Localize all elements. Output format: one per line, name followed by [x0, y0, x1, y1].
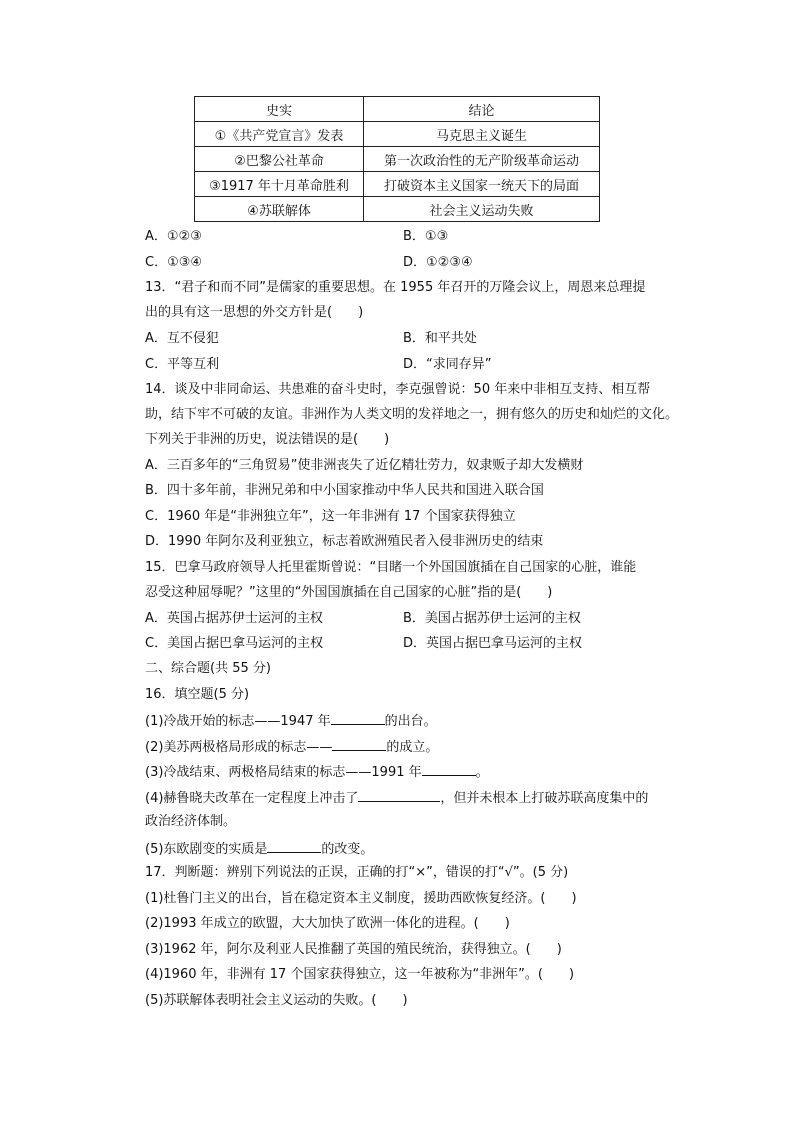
fill-item-text: 。 — [475, 765, 489, 780]
table-row — [195, 172, 600, 197]
table-row — [195, 122, 600, 147]
table-cell: 社会主义运动失败 — [364, 197, 600, 222]
table-cell: ②巴黎公社革命 — [195, 147, 364, 172]
option-d[interactable]: D．“求同存异” — [403, 357, 492, 372]
table-row — [195, 197, 600, 222]
option-c[interactable]: C．①③④ — [145, 255, 203, 270]
judge-item[interactable]: (3)1962 年，阿尔及利亚人民推翻了英国的殖民统治，获得独立。( ) — [145, 942, 562, 957]
fill-item-text: 的出台。 — [384, 714, 437, 729]
judge-item[interactable]: (5)苏联解体表明社会主义运动的失败。( ) — [145, 993, 408, 1008]
question-16-title: 16．填空题(5 分) — [145, 687, 250, 702]
answer-blank[interactable] — [422, 763, 476, 776]
question-15-stem-cont: 忍受这种屈辱呢？”这里的“外国国旗插在自己国家的心脏”指的是( ) — [145, 585, 553, 600]
section-heading: 二、综合题(共 55 分) — [145, 661, 271, 676]
option-a[interactable]: A．英国占据苏伊士运河的主权 — [145, 611, 323, 626]
option-c[interactable]: C．平等互利 — [145, 357, 220, 372]
fill-item-4 — [145, 789, 648, 807]
fill-item-3 — [145, 763, 489, 781]
fill-item-text: (2)美苏两极格局形成的标志—— — [145, 740, 333, 755]
table-cell: ③1917 年十月革命胜利 — [195, 172, 364, 197]
table-row — [195, 147, 600, 172]
answer-blank[interactable] — [267, 840, 321, 853]
fill-item-text: ，但并未根本上打破苏联高度集中的 — [440, 791, 649, 806]
option-c[interactable]: C．美国占据巴拿马运河的主权 — [145, 636, 324, 651]
fill-item-4-cont: 政治经济体制。 — [145, 814, 237, 829]
answer-blank[interactable] — [331, 712, 385, 725]
table-cell: ④苏联解体 — [195, 197, 364, 222]
question-17-title: 17．判断题：辨别下列说法的正误，正确的打“×”，错误的打“√”。(5 分) — [145, 865, 569, 880]
table-header: 史实 — [195, 97, 364, 122]
option-b[interactable]: B．①③ — [403, 229, 449, 244]
judge-item[interactable]: (4)1960 年，非洲有 17 个国家获得独立，这一年被称为“非洲年”。( ) — [145, 967, 575, 982]
judge-item[interactable]: (1)杜鲁门主义的出台，旨在稳定资本主义制度，援助西欧恢复经济。( ) — [145, 891, 577, 906]
option-b[interactable]: B．和平共处 — [403, 331, 477, 346]
fill-item-text: (4)赫鲁晓夫改革在一定程度上冲击了 — [145, 791, 359, 806]
option-b[interactable]: B．美国占据苏伊士运河的主权 — [403, 611, 581, 626]
question-14-stem: 14．谈及中非同命运、共患难的奋斗史时，李克强曾说：50 年来中非相互支持、相互帮 — [145, 382, 651, 397]
table-header: 结论 — [364, 97, 600, 122]
option-d[interactable]: D．英国占据巴拿马运河的主权 — [403, 636, 583, 651]
judge-item[interactable]: (2)1993 年成立的欧盟，大大加快了欧洲一体化的进程。( ) — [145, 916, 510, 931]
question-13-stem: 13．“君子和而不同”是儒家的重要思想。在 1955 年召开的万隆会议上，周恩来总理提 — [145, 280, 646, 295]
option-c[interactable]: C．1960 年是“非洲独立年”，这一年非洲有 17 个国家获得独立 — [145, 509, 516, 524]
fill-item-text: (3)冷战结束、两极格局结束的标志——1991 年 — [145, 765, 422, 780]
fill-item-text: (5)东欧剧变的实质是 — [145, 842, 268, 857]
option-a[interactable]: A．①②③ — [145, 229, 202, 244]
answer-blank[interactable] — [332, 738, 386, 751]
question-14-stem-cont: 助，结下牢不可破的友谊。非洲作为人类文明的发祥地之一，拥有悠久的历史和灿烂的文化。 — [145, 407, 679, 422]
fill-item-text: 的成立。 — [386, 740, 439, 755]
facts-table — [194, 96, 600, 222]
question-15-stem: 15．巴拿马政府领导人托里霍斯曾说：“目睹一个外国国旗插在自己国家的心脏，谁能 — [145, 560, 637, 575]
answer-blank[interactable] — [358, 789, 440, 802]
fill-item-2 — [145, 738, 438, 756]
table-header-row — [195, 97, 600, 122]
fill-item-text: 的改变。 — [321, 842, 374, 857]
question-14-stem-cont: 下列关于非洲的历史，说法错误的是( ) — [145, 432, 390, 447]
table-cell: 第一次政治性的无产阶级革命运动 — [364, 147, 600, 172]
fill-item-text: (1)冷战开始的标志——1947 年 — [145, 714, 331, 729]
option-b[interactable]: B．四十多年前，非洲兄弟和中小国家推动中华人民共和国进入联合国 — [145, 483, 544, 498]
option-a[interactable]: A．互不侵犯 — [145, 331, 219, 346]
fill-item-5 — [145, 840, 373, 858]
table-cell: 马克思主义诞生 — [364, 122, 600, 147]
table-cell: 打破资本主义国家一统天下的局面 — [364, 172, 600, 197]
option-a[interactable]: A．三百多年的“三角贸易”使非洲丧失了近亿精壮劳力，奴隶贩子却大发横财 — [145, 458, 584, 473]
option-d[interactable]: D．①②③④ — [403, 255, 473, 270]
table-cell: ①《共产党宣言》发表 — [195, 122, 364, 147]
fill-item-1 — [145, 712, 437, 730]
option-d[interactable]: D．1990 年阿尔及利亚独立，标志着欧洲殖民者入侵非洲历史的结束 — [145, 534, 544, 549]
question-13-stem-cont: 出的具有这一思想的外交方针是( ) — [145, 305, 364, 320]
